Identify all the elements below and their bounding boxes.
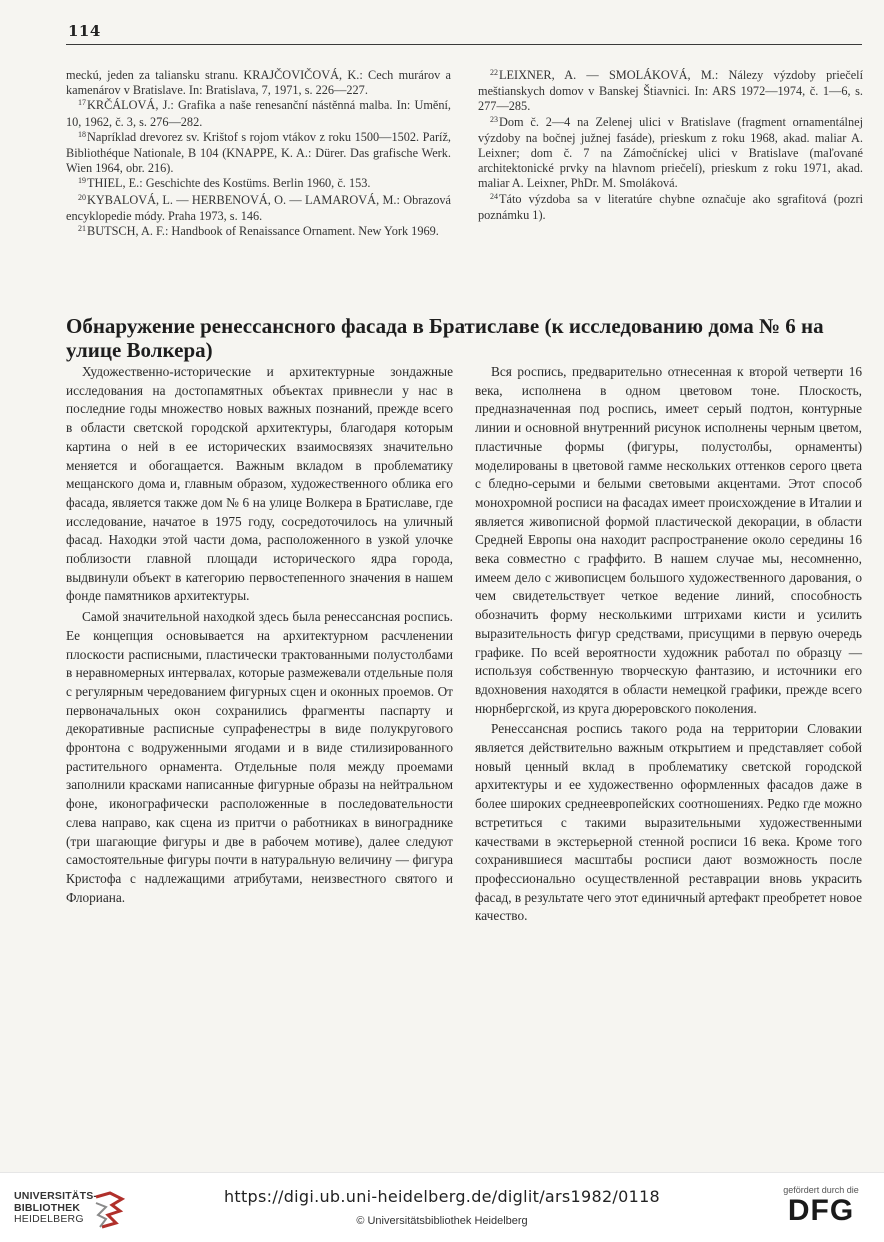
footnote: $^{21}$BUTSCH, A. F.: Handbook of Renaissance Ornament. New York 1969. [78, 224, 439, 239]
footnote: $^{19}$THIEL, E.: Geschichte des Kostüms. Berlin 1960, č. 153. [78, 176, 371, 191]
footnote: $^{20}$KYBALOVÁ, L. — HERBENOVÁ, O. — LAMAROVÁ, M.: Obrazová encyklopedie módy. Praha 1973, s. 146. [66, 192, 451, 223]
paragraph: Ренессансная роспись такого рода на территории Словакии является действительно важным открытием и представляет собой новый ценный вклад в проблематику светской городской архитектуры и ее художественно оформленных фасадов даже в более широких среднеевропейских соотношениях. Редко где можно встретиться с такими выразительными художественными качествами в экстерьерной стенной росписи 16 века. Кроме того сохранившиеся масштабы росписи дают возможность после профессионально осуществленной реставрации вновь украсить фасад, в результате чего этот единичный артефакт преобретет новое качество. [475, 721, 862, 924]
body-left-column [66, 363, 453, 907]
library-name-line: UNIVERSITÄTS- [14, 1190, 98, 1202]
paragraph: Самой значительной находкой здесь была ренессансная роспись. Ее концепция основывается на архитектурном расчленении плоскости расписными, пластически трактованными полустолбами в неравномерных интервалах, которые размежевали отдельные поля с регулярным чередованием фигурных сцен и оконных проемов. От первоначальных окон сохранились фрагменты паспарту и декоративные расписные супрафенестры в виде полукругового фронтона с водруженными ягодами и в виде стилизированного растительного орнамента. Отдельные поля между проемами заполнили красками написанные фигурные образы на нейтральном фоне, иконографически расположенные в последовательности слева направо, как сцена из притчи о работниках в винограднике (три шагающие фигуры и две в рабочем мотиве), далее следуют самостоятельные фигуры почти в натуральную величину — фигура Кристофа с надлежащими атрибутами, неизвестного святого и Флориана. [66, 609, 453, 905]
footnote: meckú, jeden za taliansku stranu. KRAJČOVIČOVÁ, K.: Cech murárov a kamenárov v Bratislave. In: Bratislava, 7, 1971, s. 226—227. [66, 68, 451, 98]
footnote: $^{17}$KRČÁLOVÁ, J.: Grafika a naše renesanční nástěnná malba. In: Umění, 10, 1962, č. 3, s. 276—282. [66, 98, 451, 129]
footnotes-left-column [66, 68, 451, 240]
paragraph: Художественно-исторические и архитектурные зондажные исследования на достопамятных объектах привнесли у нас в последние годы множество новых важных познаний, прежде всего в области светской городской архитектуры, благодаря которым картина о ней в ее исторических взаимосвязях значительно меняется и обогащается. Важным вкладом в проблематику мещанского дома и, главным образом, художественного облика его фасада, является также дом № 6 на улице Волкера в Братиславе, где исследование, начатое в 1975 году, сосредоточилось на уличный фасад. Находки этой части дома, расположенного в узкой улочке поблизости главной площади исторического ядра города, выдвинули объект в категорию первостепенного значения в нашем фонде памятников архитектуры. [66, 364, 453, 604]
footnote: $^{23}$Dom č. 2—4 na Zelenej ulici v Bratislave (fragment ornamentálnej výzdoby na bočnej južnej fasáde), prieskum z roku 1968, akad. maliar A. Leixner; dom č. 7 na Zámočníckej ulici v Bratislave (maľované architektonické prvky na hlavnom priečelí), prieskum z roku 1971, akad. maliar A. Leixner, PhDr. M. Smoláková. [478, 114, 863, 191]
footnote: $^{24}$Táto výzdoba sa v literatúre chybne označuje ako sgrafitová (pozri poznámku 1). [478, 191, 863, 222]
viewer-footer [0, 1172, 884, 1242]
page-number: 114 [68, 22, 101, 40]
body-right-column [475, 363, 862, 926]
footnote: $^{22}$LEIXNER, A. — SMOLÁKOVÁ, M.: Nálezy výzdoby priečelí meštianskych domov v Banskej Štiavnici. In: ARS 1972—1974, č. 1—6, s. 277—285. [478, 68, 863, 114]
permalink-url[interactable]: https://digi.ub.uni-heidelberg.de/diglit/ars1982/0118 [223, 1187, 661, 1206]
dfg-funding-logo[interactable] [776, 1185, 866, 1227]
footnote: $^{18}$Napríklad drevorez sv. Krištof s rojom vtákov z roku 1500—1502. Paríž, Bibliothéque Nationale, B 104 (KNAPPE, K. A.: Dürer. Das grafische Werk. Wien 1964, obr. 216). [66, 129, 451, 176]
footnotes-right-column [478, 68, 863, 223]
copyright-notice: © Universitätsbibliothek Heidelberg [356, 1215, 528, 1227]
dfg-caption: gefördert durch die [783, 1185, 859, 1195]
paragraph: Вся роспись, предварительно отнесенная к второй четверти 16 века, исполнена в одном цветовом тоне. Плоскость, предназначенная под роспись, имеет серый подтон, контурные линии и основной внутренний рисунок исполнены черным цветом, пластичные формы (фигуры, полустолбы, орнаменты) моделированы в цветовой гамме нескольких оттенков серого цвета с бледно-серыми и белыми световыми акцентами. Этот способ монохромной росписи на фасадах имеет происхождение в Италии и является живописной формой пластической декорации, в области Средней Европы она находит распространение около середины 16 века совместно с граффито. В нашем случае мы, несомненно, имеем дело с живописцем большого художественного дарования, о чем свидетельствует четкое ведение линий, способность обозначить форму несколькими штрихами кисти и усилить выразительность фигур средствами, присущими в первую очередь графике. По всей вероятности художник работал по образцу — используя собственную творческую фантазию, и источники его вдохновения находятся в области немецкой графики, прежде всего нюрнбергской, из круга дюреровского поколения. [475, 364, 862, 716]
article-title: Обнаружение ренессансного фасада в Братиславе (к исследованию дома № 6 на улице Волкера) [66, 314, 824, 363]
header-rule [66, 44, 862, 45]
library-name-line: HEIDELBERG [14, 1213, 84, 1225]
dfg-logo-text: DFG [787, 1194, 855, 1227]
library-name-line: BIBLIOTHEK [14, 1201, 81, 1214]
